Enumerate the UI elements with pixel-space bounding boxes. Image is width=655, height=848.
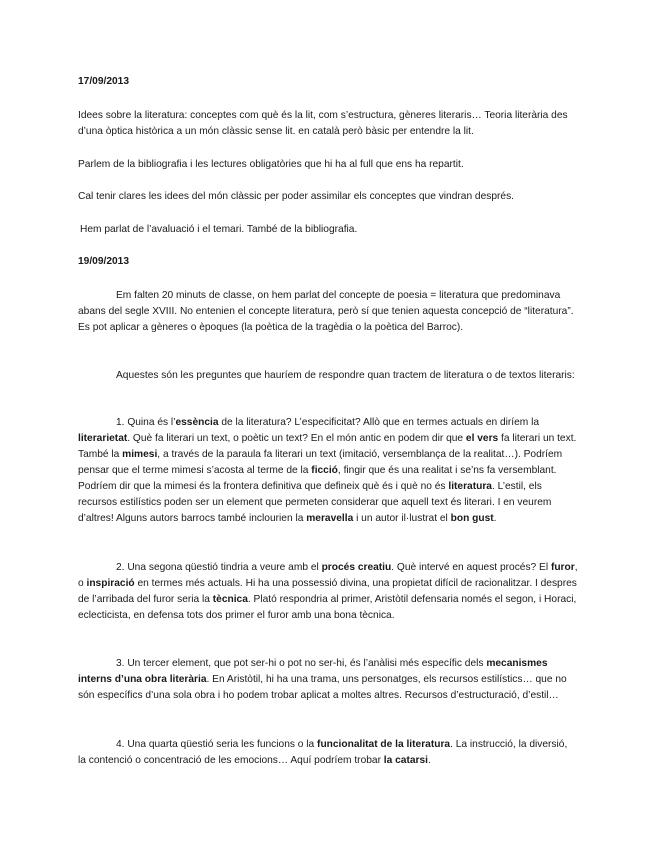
paragraph-intro: Em falten 20 minuts de classe, on hem parlat del concepte de poesia = literatura que predominava abans del segle XVIII. No entenien el concepte literatura, però sí que tenien aquesta concepció de “literatura”. Es pot aplicar a gèneres o èpoques (la poètica de la tragèdia o la poètica del Barroc). (78, 290, 574, 333)
paragraph-bibliography: Parlem de la bibliografia i les lectures obligatòries que hi ha al full que ens ha repartit. (78, 159, 464, 170)
paragraph-ideas: Idees sobre la literatura: conceptes com què és la lit, com s’estructura, gèneres literaris… Teoria literària des d’una òptica històrica a un món clàssic sense lit. en català però bàsic per entendre la lit. (78, 110, 568, 137)
question-4: 4. Una quarta qüestió seria les funcions o la funcionalitat de la literatura. La instrucció, la diversió, la contenció o concentració de les emocions… Aquí podríem trobar la catarsi. (78, 739, 568, 766)
paragraph-classic-world: Cal tenir clares les idees del món clàssic per poder assimilar els conceptes que vindran després. (78, 191, 515, 202)
date-heading-1: 17/09/2013 (78, 76, 129, 87)
paragraph-questions-intro: Aquestes són les preguntes que hauríem de respondre quan tractem de literatura o de textos literaris: (116, 370, 575, 381)
question-2: 2. Una segona qüestió tindria a veure amb el procés creatiu. Què intervé en aquest procés? El furor, o inspiració en termes més actuals. Hi ha una possessió divina, una propietat difícil de racionalitzar. I despres de l’arribada del furor seria la tècnica. Plató respondria al primer, Aristòtil defensaria només el segon, i Horaci, eclecticista, en defensa tots dos primer el furor amb una bona tècnica. (78, 562, 578, 621)
date-heading-2: 19/09/2013 (78, 256, 129, 267)
question-1: 1. Quina és l’essència de la literatura? L’especificitat? Allò que en termes actuals en diríem la literarietat. Què fa literari un text, o poètic un text? En el món antic en podem dir que el vers fa literari un text. També la mimesi, a través de la paraula fa literari un text (imitació, versemblança de la realitat…). Podríem pensar que el terme mimesi s’acosta al terme de la ficció, fingir que és una realitat i se’ns fa versemblant. Podríem dir que la mimesi és la frontera definitiva que defineix què és i què no és literatura. L’estil, els recursos estilístics poden ser un element que permeten considerar que aquell text és literari. I en veurem d’altres! Alguns autors barrocs també inclourien la meravella i un autor il·lustrat el bon gust. (78, 417, 577, 524)
paragraph-evaluation: Hem parlat de l’avaluació i el temari. També de la bibliografia. (80, 224, 358, 235)
question-3: 3. Un tercer element, que pot ser-hi o pot no ser-hi, és l’anàlisi més específic dels mecanismes interns d’una obra literària. En Aristòtil, hi ha una trama, uns personatges, els recursos estilístics… que no són específics d’una sola obra i ho podem trobar aplicat a moltes altres. Recursos d’estructuració, d’estil… (78, 658, 567, 701)
